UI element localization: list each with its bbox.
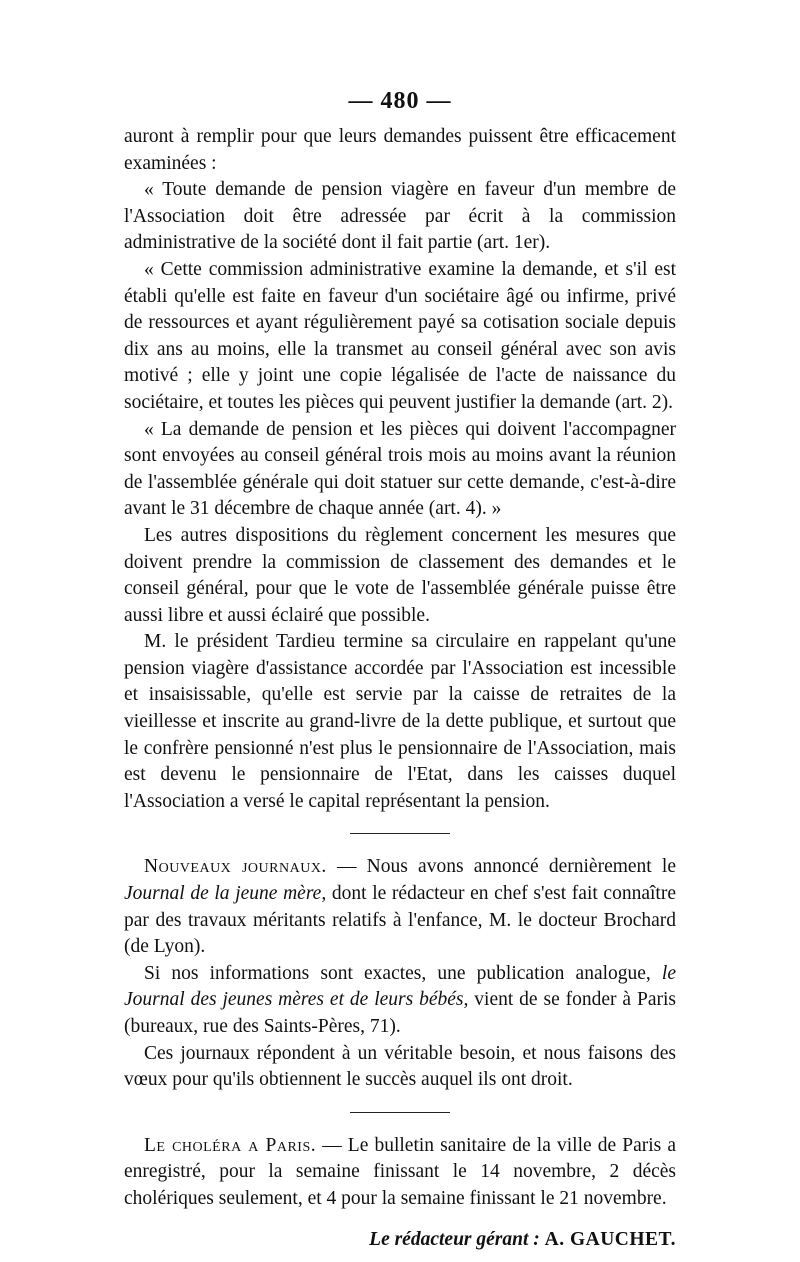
journaux-para2-text-2: vient de se fonder à Paris (bureaux, rue des Saints-Pères, 71).: [124, 989, 676, 1037]
paragraph-cholera: [124, 1133, 676, 1213]
section-divider: [350, 833, 450, 834]
paragraph-continuation: auront à remplir pour que leurs demandes puissent être efficacement examinées :: [124, 126, 676, 174]
journaux-text-2: dont le rédacteur en chef s'est fait connaître par des travaux méritants relatifs à l'enfance, M. le docteur Brochard (de Lyon).: [124, 883, 676, 958]
section-heading-cholera: Le choléra a Paris.: [144, 1134, 317, 1156]
section-divider: [350, 1112, 450, 1113]
section-heading-journaux: Nouveaux journaux.: [144, 856, 327, 878]
journal-title-jeunes-meres: le Journal des jeunes mères et de leurs bébés,: [124, 962, 676, 1011]
paragraph-journaux-2: [124, 961, 676, 1041]
cholera-text: — Le bulletin sanitaire de la ville de Paris a enregistré, pour la semaine finissant le 14 novembre, 2 décès cholériques seulement, et 4 pour la semaine finissant le 21 novembre.: [124, 1134, 676, 1209]
page-number: — 480 —: [348, 88, 452, 114]
paragraph-tardieu: M. le président Tardieu termine sa circulaire en rappelant qu'une pension viagère d'assistance accordée par l'Association est incessible et insaisissable, qu'elle est servie par la caisse de retraites de la vieillesse et inscrite au grand-livre de la dette publique, et surtout que le confrère pensionné n'est plus le pensionnaire de l'Association, mais est devenu le pensionnaire de l'Etat, dans les caisses duquel l'Association a versé le capital représentant la pension.: [124, 631, 676, 812]
signature-role: Le rédacteur gérant :: [369, 1228, 540, 1250]
journaux-para2-text-1: Si nos informations sont exactes, une publication analogue,: [144, 962, 662, 984]
paragraph-quote-art1: « Toute demande de pension viagère en faveur d'un membre de l'Association doit être adressée par écrit à la commission administrative de la société dont il fait partie (art. 1er).: [124, 179, 676, 254]
paragraph-journaux-3: Ces journaux répondent à un véritable besoin, et nous faisons des vœux pour qu'ils obtiennent le succès auquel ils ont droit.: [124, 1042, 676, 1091]
signature: [124, 1227, 676, 1254]
paragraph-quote-art4: « La demande de pension et les pièces qui doivent l'accompagner sont envoyées au conseil général trois mois au moins avant la réunion de l'assemblée générale qui doit statuer sur cette demande, c'est-à-dire avant le 31 décembre de chaque année (art. 4). »: [124, 418, 676, 520]
paragraph-quote-art2: « Cette commission administrative examine la demande, et s'il est établi qu'elle est faite en faveur d'un sociétaire âgé ou infirme, privé de ressources et ayant régulièrement payé sa cotisation sociale depuis dix ans au moins, elle la transmet au conseil général avec son avis motivé ; elle y joint une copie légalisée de l'acte de naissance du sociétaire, et toutes les pièces qui peuvent justifier la demande (art. 2).: [124, 258, 676, 413]
journaux-text-1: — Nous avons annoncé dernièrement le: [326, 856, 676, 878]
journal-title-jeune-mere: Journal de la jeune mère,: [124, 883, 327, 905]
paragraph-reglement: Les autres dispositions du règlement concernent les mesures que doivent prendre la commission de classement des demandes et le conseil général, pour que le vote de l'assemblée générale puisse être aussi libre et aussi éclairé que possible.: [124, 524, 676, 626]
signature-name: A. GAUCHET.: [544, 1228, 676, 1250]
paragraph-journaux: [124, 854, 676, 960]
body-text: [124, 124, 676, 1253]
